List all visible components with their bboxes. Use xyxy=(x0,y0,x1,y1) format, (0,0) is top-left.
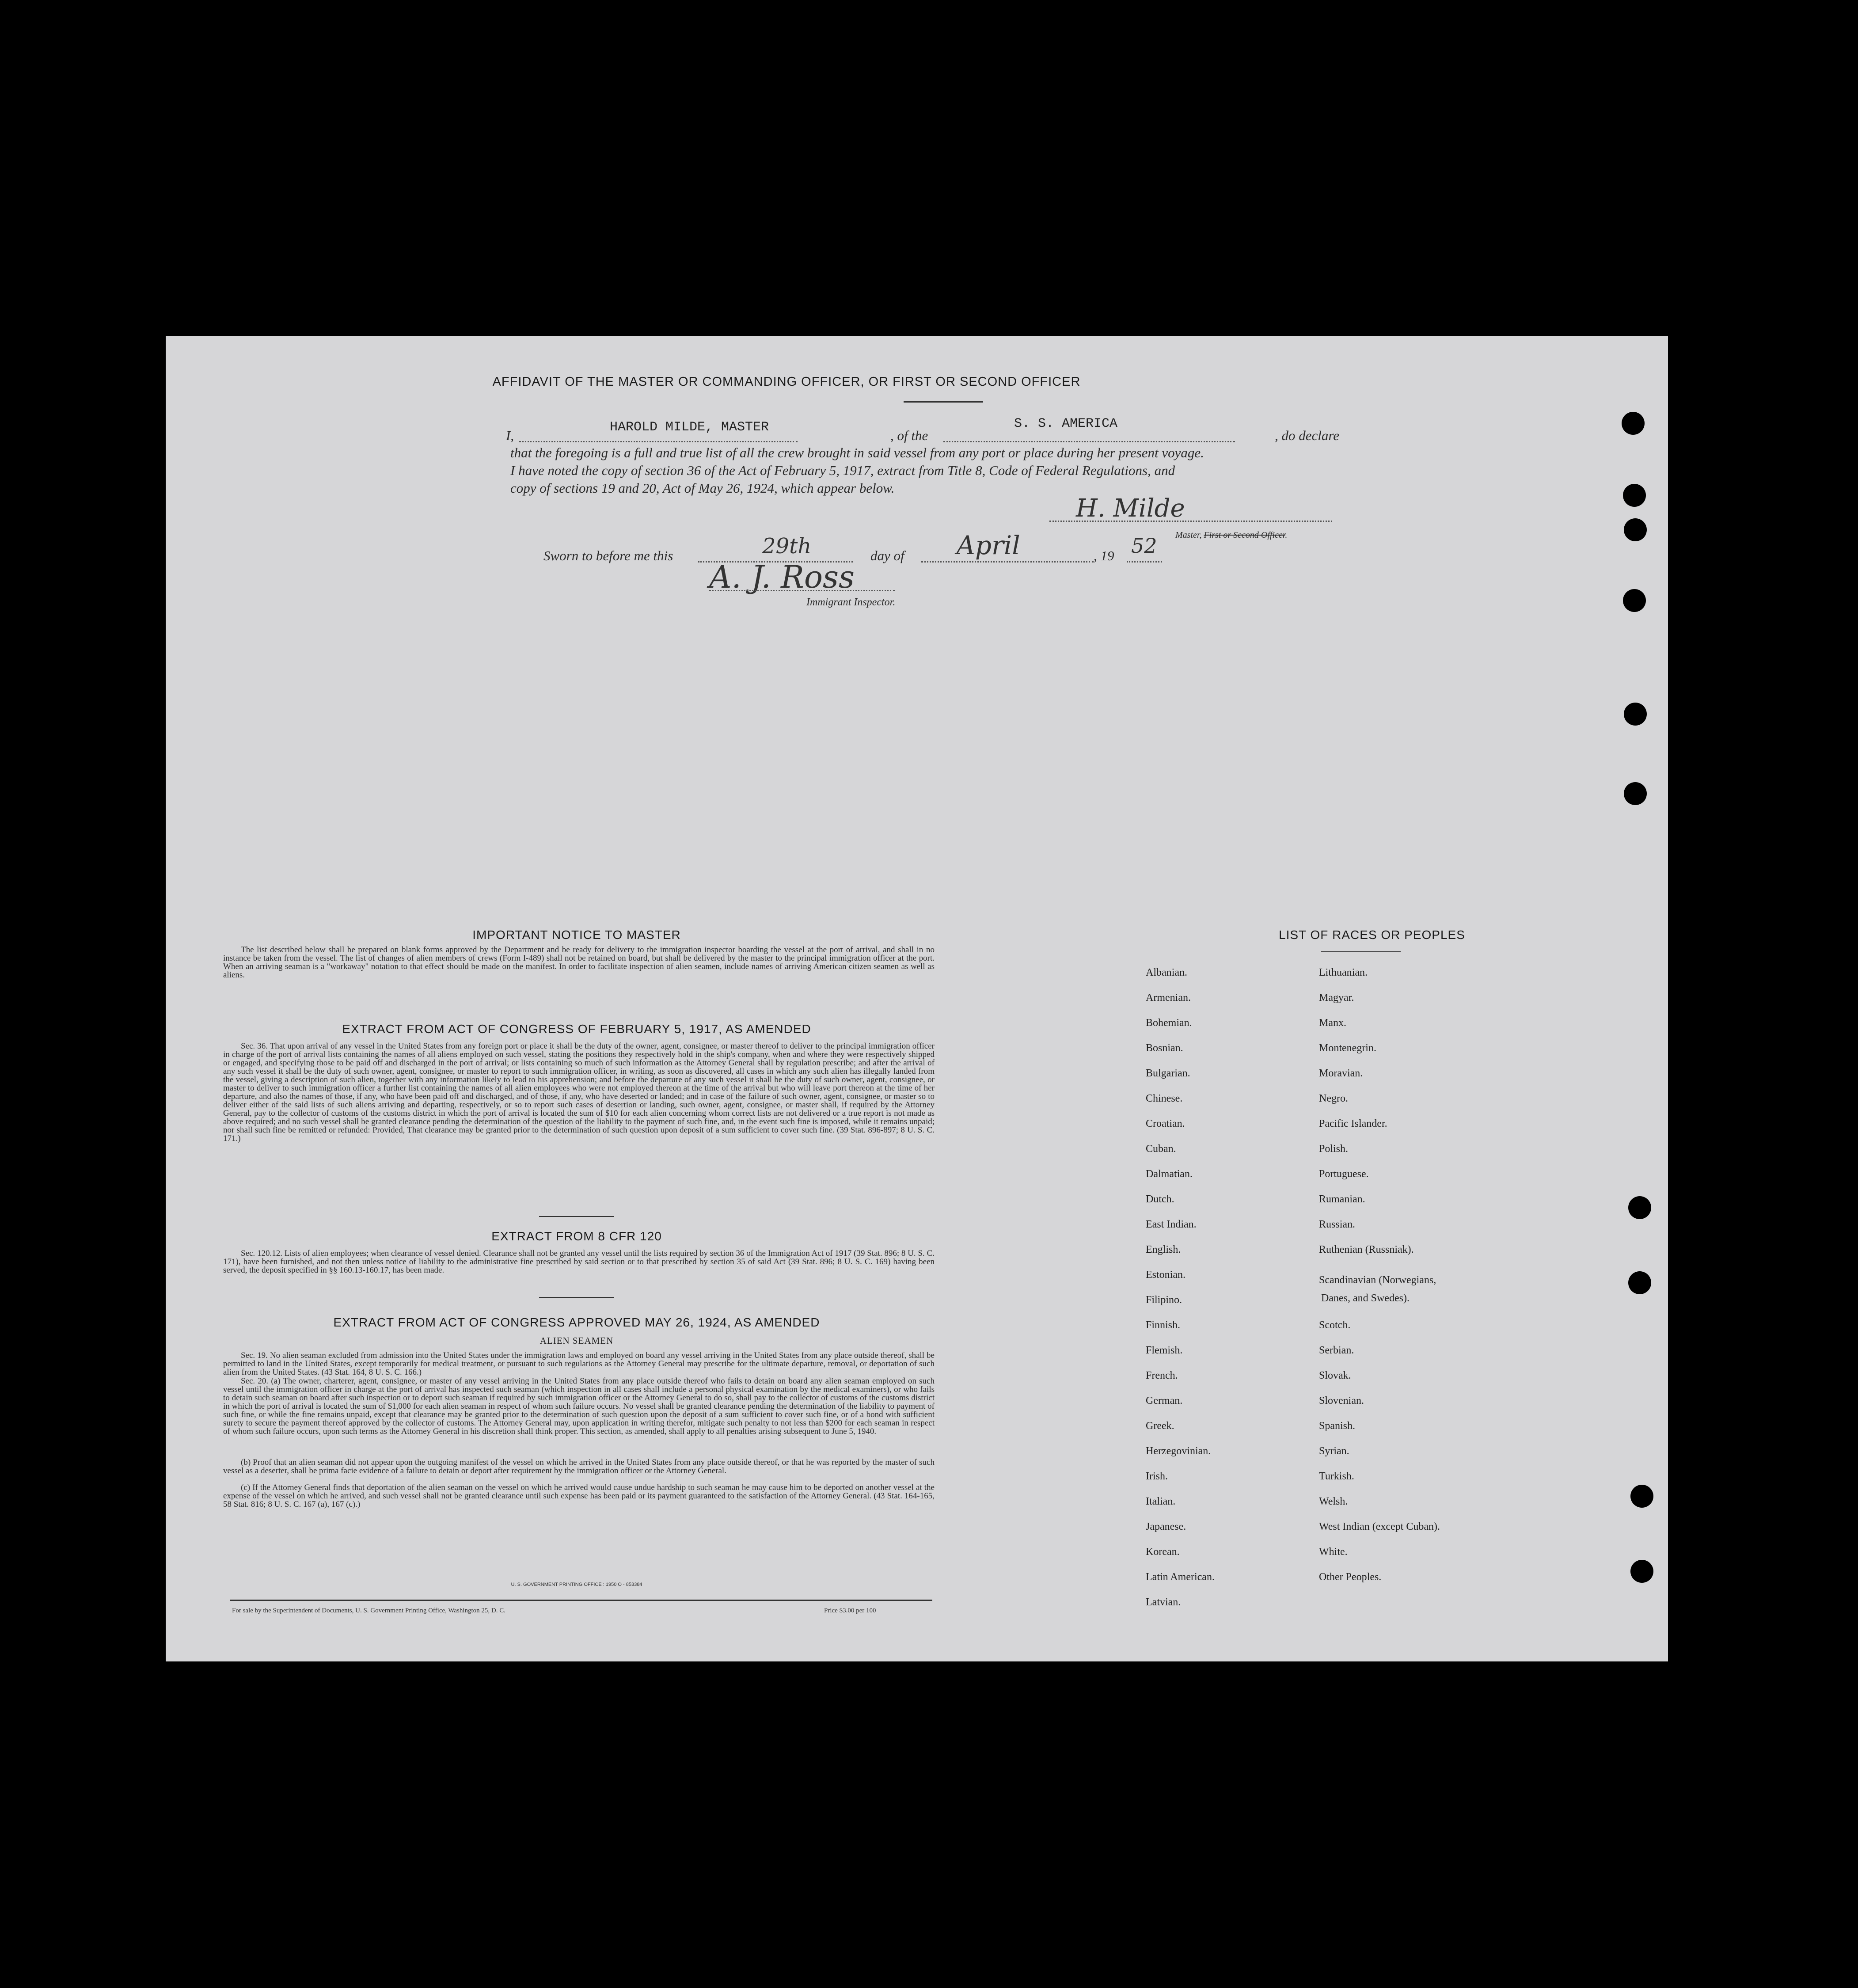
race-item: Lithuanian. xyxy=(1319,967,1368,978)
binder-hole xyxy=(1623,589,1646,612)
of-the-label: , of the xyxy=(890,428,928,443)
sec-19-text: Sec. 19. No alien seaman excluded from admission into the United States under the immigration laws and employed on board any vessel arriving in the United States from any place outside thereof, shall be permitted to land in the United States, except temporarily for medical treatment, or pursuant to such regulations as the Attorney General may prescribe for the ultimate departure, removal, or deportation of such alien from the United States. (43 Stat. 164, 8 U. S. C. 166.) xyxy=(223,1351,935,1377)
year-prefix: , 19 xyxy=(1094,548,1114,563)
race-item-continuation: Danes, and Swedes). xyxy=(1321,1292,1410,1304)
sworn-day: 29th xyxy=(762,534,812,559)
race-item: Japanese. xyxy=(1146,1521,1186,1532)
races-divider xyxy=(1321,951,1401,952)
race-item: Turkish. xyxy=(1319,1471,1354,1482)
race-item: Filipino. xyxy=(1146,1294,1182,1306)
race-item: Pacific Islander. xyxy=(1319,1118,1387,1129)
race-item: Welsh. xyxy=(1319,1496,1348,1507)
sec-20b-text: (b) Proof that an alien seaman did not appear upon the outgoing manifest of the vessel on which he arrived in the United States from any place outside thereof, or that he was reported by the master of such vessel as a deserter, shall be prima facie evidence of a failure to detain or deport after requirement by the immigration officer or the Attorney General. xyxy=(223,1458,935,1475)
race-item: Dalmatian. xyxy=(1146,1168,1193,1180)
race-item: Croatian. xyxy=(1146,1118,1185,1129)
race-item: Rumanian. xyxy=(1319,1194,1365,1205)
binder-hole xyxy=(1624,518,1647,541)
race-item: Cuban. xyxy=(1146,1143,1176,1155)
race-item: Negro. xyxy=(1319,1093,1348,1104)
extract-1917-title: EXTRACT FROM ACT OF CONGRESS OF FEBRUARY 5, 1917, AS AMENDED xyxy=(342,1022,811,1036)
title-divider xyxy=(904,401,983,403)
extract-1917-text: Sec. 36. That upon arrival of any vessel in the United States from any foreign port or place it shall be the duty of the owner, agent, consignee, or master thereof to deliver to the principal immigration officer in charge of the port of arrival lists containing the names of all aliens employed on such vessel, stating the positions they respectively hold in the ship's company, when and where they were respectively shipped or engaged, and specifying those to be paid off and discharged in the port of arrival; or lists containing so much of such information as the Attorney General shall by regulation prescribe; and after the arrival of any such vessel it shall be the duty of such owner, agent, consignee, or master to report to such immigration officer, in writing, as soon as discovered, all cases in which any such alien has illegally landed from the vessel, giving a description of such alien, together with any information likely to lead to his apprehension; and before the departure of any such vessel it shall be the duty of such owner, agent, consignee, or master to deliver to such immigration officer a further list containing the names of all alien employees who were not employed thereon at the time of the arrival but who will leave port thereon at the time of her departure, and also the names of those, if any, who have been paid off and discharged, and of those, if any, who have deserted or landed; and in case of the failure of such owner, agent, consignee, or master so to deliver either of the said lists of such aliens arriving and departing, respectively, or so to report such cases of desertion or landing, such owner, agent, consignee, or master shall, if required by the Attorney General, pay to the collector of customs of the customs district in which the port of arrival is located the sum of $10 for each alien concerning whom correct lists are not delivered or a true report is not made as above required; and no such vessel shall be granted clearance pending the determination of the question of the liability to the payment of such fine, and, in the event such fine is imposed, while it remains unpaid; nor shall such fine be remitted or refunded: Provided, That clearance may be granted prior to the determination of such question upon deposit of a sum sufficient to cover such fine. (39 Stat. 896-897; 8 U. S. C. 171.) xyxy=(223,1042,935,1143)
race-item: Ruthenian (Russniak). xyxy=(1319,1244,1414,1255)
race-item: Moravian. xyxy=(1319,1068,1363,1079)
binder-hole xyxy=(1623,484,1646,507)
affidavit-title: AFFIDAVIT OF THE MASTER OR COMMANDING OFFICER, OR FIRST OR SECOND OFFICER xyxy=(492,375,1081,389)
race-item: Montenegrin. xyxy=(1319,1042,1376,1054)
master-caption-master: Master, xyxy=(1175,530,1202,540)
races-title: LIST OF RACES OR PEOPLES xyxy=(1279,928,1465,942)
sworn-month: April xyxy=(957,530,1020,560)
footer-right: Price $3.00 per 100 xyxy=(824,1607,876,1614)
affidavit-body-line-1: that the foregoing is a full and true list of all the crew brought in said vessel from any port or place during her present voyage. xyxy=(510,445,1204,460)
race-item: Finnish. xyxy=(1146,1319,1181,1331)
extract-1924-title: EXTRACT FROM ACT OF CONGRESS APPROVED MAY 26, 1924, AS AMENDED xyxy=(333,1315,820,1329)
race-item: Bosnian. xyxy=(1146,1042,1183,1054)
race-item: Polish. xyxy=(1319,1143,1349,1155)
race-item: Flemish. xyxy=(1146,1345,1183,1356)
affidavit-body-line-3: copy of sections 19 and 20, Act of May 26, 1924, which appear below. xyxy=(510,480,895,496)
race-item: Albanian. xyxy=(1146,967,1187,978)
race-item: West Indian (except Cuban). xyxy=(1319,1521,1440,1532)
race-item: Scandinavian (Norwegians, xyxy=(1319,1274,1436,1286)
race-item: Bohemian. xyxy=(1146,1017,1192,1029)
alien-seamen-subtitle: ALIEN SEAMEN xyxy=(540,1335,614,1346)
day-of-label: day of xyxy=(870,548,904,563)
race-item: Portuguese. xyxy=(1319,1168,1369,1180)
race-item: Slovenian. xyxy=(1319,1395,1364,1406)
binder-hole xyxy=(1630,1560,1653,1583)
i-label: I, xyxy=(506,428,514,443)
sworn-label: Sworn to before me this xyxy=(543,548,673,563)
race-item: French. xyxy=(1146,1370,1178,1381)
race-item: Serbian. xyxy=(1319,1345,1354,1356)
race-item: Korean. xyxy=(1146,1546,1180,1558)
binder-hole xyxy=(1628,1271,1651,1294)
race-item: Armenian. xyxy=(1146,992,1191,1004)
race-item: Greek. xyxy=(1146,1420,1174,1432)
race-item: Spanish. xyxy=(1319,1420,1356,1432)
footer-left: For sale by the Superintendent of Documents, U. S. Government Printing Office, Washington 25, D. C. xyxy=(232,1607,505,1614)
race-item: Scotch. xyxy=(1319,1319,1351,1331)
extract-cfr-text: Sec. 120.12. Lists of alien employees; when clearance of vessel denied. Clearance shall not be granted any vessel until the lists required by section 36 of the Immigration Act of 1917 (39 Stat. 896; 8 U. S. C. 171), have been furnished, and not then unless notice of liability to the administrative fine prescribed by said section or to that prescribed by section 35 of said Act (39 Stat. 896; 8 U. S. C. 169) having been served, the deposit specified in §§ 160.13-160.17, has been made. xyxy=(223,1249,935,1275)
race-item: Other Peoples. xyxy=(1319,1571,1382,1583)
race-item: Slovak. xyxy=(1319,1370,1351,1381)
notice-title: IMPORTANT NOTICE TO MASTER xyxy=(472,928,681,942)
master-caption-struck: First or Second Officer xyxy=(1204,530,1285,540)
inspector-caption: Immigrant Inspector. xyxy=(806,597,896,608)
inspector-signature: A. J. Ross xyxy=(709,559,855,595)
race-item: Chinese. xyxy=(1146,1093,1183,1104)
affidavit-body-line-2: I have noted the copy of section 36 of the Act of February 5, 1917, extract from Title 8, Code of Federal Regulations, and xyxy=(510,463,1175,478)
sworn-month-line xyxy=(921,561,1094,563)
master-name-line xyxy=(519,441,798,442)
inspector-signature-line xyxy=(709,590,895,591)
race-item: English. xyxy=(1146,1244,1181,1255)
vessel-name: S. S. AMERICA xyxy=(1014,416,1118,431)
race-item: East Indian. xyxy=(1146,1219,1197,1230)
divider-2 xyxy=(539,1297,614,1298)
master-caption: Master, First or Second Officer. xyxy=(1175,530,1288,540)
race-item: Russian. xyxy=(1319,1219,1356,1230)
race-item: German. xyxy=(1146,1395,1183,1406)
footer-rule xyxy=(230,1600,932,1601)
master-signature: H. Milde xyxy=(1076,494,1185,523)
binder-hole xyxy=(1630,1485,1653,1508)
race-item: Estonian. xyxy=(1146,1269,1185,1281)
sec-20a-text: Sec. 20. (a) The owner, charterer, agent, consignee, or master of any vessel arriving in the United States from any place outside thereof who fails to detain on board any alien seaman employed on such vessel until the immigration officer in charge at the port of arrival has inspected such seaman (which inspection in all cases shall include a personal physical examination by the medical examiners), or who fails to detain such seaman on board after such inspection or to deport such seaman if required by such immigration officer or the Attorney General to do so, shall pay to the collector of customs of the customs district in which the port of arrival is located the sum of $1,000 for each alien seaman in respect of whom such failure occurs. No vessel shall be granted clearance pending the determination of the liability to payment of such fine, or while the fine remains unpaid, except that clearance may be granted prior to the determination of such question upon the deposit of a sum sufficient to cover such fine, or of a bond with sufficient surety to secure the payment thereof approved by the collector of customs. The Attorney General may, upon application in writing therefor, mitigate such penalty to not less than $200 for each seaman in respect of whom such failure occurs, upon such terms as the Attorney General in his discretion shall think proper. This section, as amended, shall apply to all penalties arising subsequent to June 5, 1940. xyxy=(223,1376,935,1436)
extract-cfr-title: EXTRACT FROM 8 CFR 120 xyxy=(491,1229,662,1243)
race-item: White. xyxy=(1319,1546,1348,1558)
master-signature-line xyxy=(1049,521,1332,522)
race-item: Bulgarian. xyxy=(1146,1068,1190,1079)
sworn-year: 52 xyxy=(1131,534,1157,558)
master-name: HAROLD MILDE, MASTER xyxy=(610,420,769,435)
race-item: Italian. xyxy=(1146,1496,1176,1507)
sec-20c-text: (c) If the Attorney General finds that deportation of the alien seaman on the vessel on which he arrived would cause undue hardship to such seaman he may cause him to be deported on another vessel at the expense of the vessel on which he arrived, and such vessel shall not be granted clearance until such expense has been paid or its payment guaranteed to the satisfaction of the Attorney General. (43 Stat. 164-165, 58 Stat. 816; 8 U. S. C. 167 (a), 167 (c).) xyxy=(223,1483,935,1509)
vessel-name-line xyxy=(943,441,1235,442)
sworn-year-line xyxy=(1127,561,1162,563)
notice-text: The list described below shall be prepared on blank forms approved by the Department and be ready for delivery to the immigration inspector boarding the vessel at the port of arrival, and shall in no instance be taken from the vessel. The list of changes of alien members of crews (Form I-489) shall not be retained on board, but shall be delivered by the master to the principal immigration officer at the port. When an arriving seaman is a "workaway" notation to that effect should be made on the manifest. In order to facilitate inspection of alien seamen, include names of arriving American citizen seamen as well as aliens. xyxy=(223,945,935,980)
affidavit-form-page xyxy=(166,336,1668,1661)
binder-hole xyxy=(1624,703,1647,726)
race-item: Herzegovinian. xyxy=(1146,1445,1211,1457)
do-declare-label: , do declare xyxy=(1275,428,1340,443)
race-item: Latvian. xyxy=(1146,1596,1181,1608)
divider-1 xyxy=(539,1216,614,1217)
gpo-line: U. S. GOVERNMENT PRINTING OFFICE : 1950 O - 853384 xyxy=(511,1582,642,1587)
race-item: Irish. xyxy=(1146,1471,1168,1482)
binder-hole xyxy=(1628,1196,1651,1219)
binder-hole xyxy=(1622,412,1645,435)
race-item: Latin American. xyxy=(1146,1571,1215,1583)
race-item: Syrian. xyxy=(1319,1445,1349,1457)
race-item: Manx. xyxy=(1319,1017,1346,1029)
race-item: Magyar. xyxy=(1319,992,1354,1004)
race-item: Dutch. xyxy=(1146,1194,1174,1205)
binder-hole xyxy=(1624,782,1647,805)
